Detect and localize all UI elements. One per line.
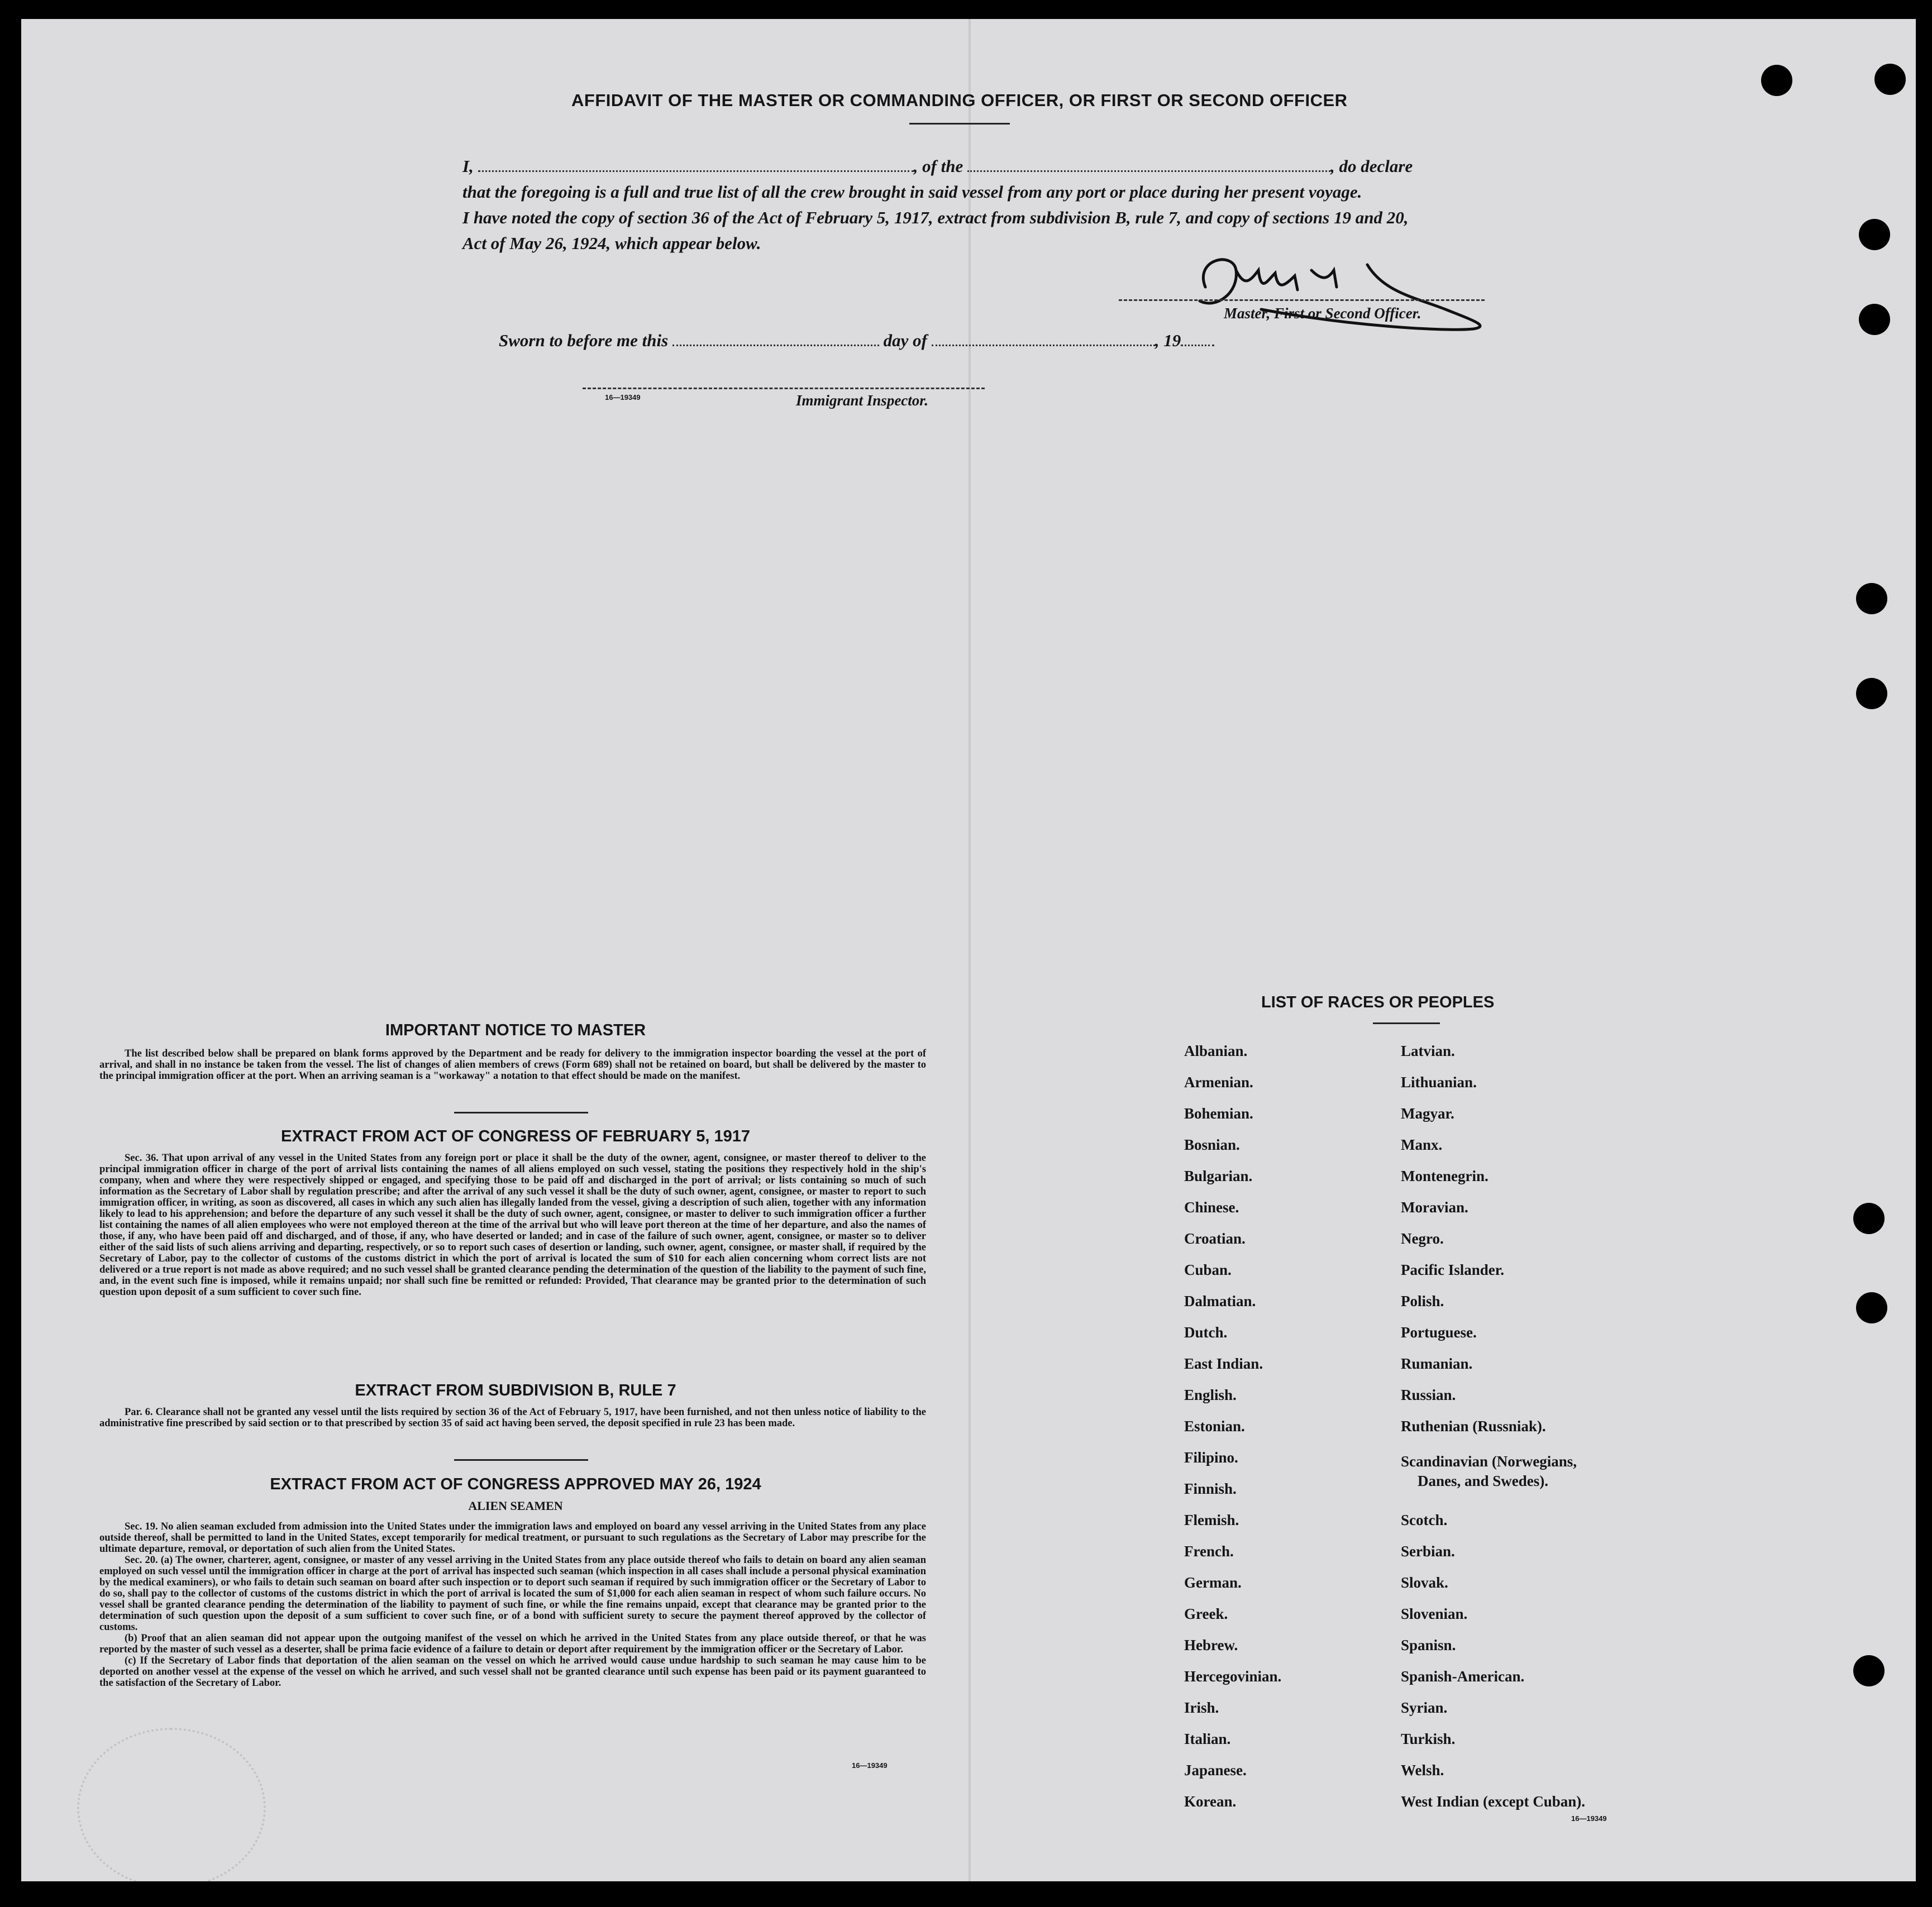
section-rule [454,1459,588,1461]
race-left-item: Dutch. [1184,1324,1228,1341]
punch-hole [1853,1203,1885,1234]
race-right-item: West Indian (except Cuban). [1401,1793,1586,1810]
race-right-item: Russian. [1401,1387,1456,1403]
race-left-item: Finnish. [1184,1480,1237,1497]
race-left-item: English. [1184,1387,1237,1403]
section-19: Sec. 19. No alien seaman excluded from admission into the United States under the immigration laws and employed on board any vessel arriving in the United States from any place outside thereof, shall be permitted to land in the United States, except temporarily for medical treatment, or pursuant to such regulations as the Secretary of Labor may prescribe for the ultimate departure, removal, or deportation of such alien from the United States. [99,1521,926,1555]
race-left-item: Hebrew. [1184,1637,1238,1653]
inspector-signature-line[interactable] [583,388,985,389]
sworn-day-field[interactable] [672,332,879,346]
race-left-item: Bosnian. [1184,1136,1240,1153]
sworn-year-prefix: , 19 [1155,331,1181,350]
race-left-item: Flemish. [1184,1512,1239,1528]
race-right-item: Spanisn. [1401,1637,1456,1653]
race-right-item: Turkish. [1401,1731,1456,1747]
signature-line[interactable] [1119,299,1485,301]
vessel-prefix: , of the [913,156,963,176]
race-left-item: Albanian. [1184,1043,1248,1059]
section-20a: Sec. 20. (a) The owner, charterer, agent, consignee, or master of any vessel arriving in the United States from any place outside thereof who fails to detain on board any alien seaman employed on such vessel until the immigration officer in charge at the port of arrival has inspected such seaman (which inspection in all cases shall include a personal physical examination by the medical examiners), or who fails to detain such seaman on board after such inspection or to deport such seaman if required by such immigration officer or the Secretary of Labor to do so, shall pay to the collector of customs of the customs district in which the port of arrival is located the sum of $1,000 for each alien seaman in respect of whom such failure occurs. No vessel shall be granted clearance pending the determination of the liability to payment of such fine, or while the fine remains unpaid, except that clearance may be granted prior to the determination of such question upon the deposit of a sum sufficient to cover such fine, or of a bond with sufficient surety to secure the payment thereof approved by the collector of customs. [99,1555,926,1633]
notice-body: The list described below shall be prepared on blank forms approved by the Department and be ready for delivery to the immigration inspector boarding the vessel at the port of arrival, and shall in no instance be taken from the vessel. The list of changes of alien members of crews (Form 689) shall not be retained on board, but shall be delivered by the master to the principal immigration officer at the port. When an arriving seaman is a "workaway" a notation to that effect should be made on the manifest. [99,1048,926,1082]
race-right-item: Danes, and Swedes). [1418,1473,1549,1489]
race-left-item: German. [1184,1574,1242,1591]
race-right-item: Welsh. [1401,1762,1444,1779]
vessel-name-field[interactable] [967,158,1330,172]
race-right-item: Magyar. [1401,1105,1454,1122]
race-right-item: Syrian. [1401,1699,1448,1716]
race-left-item: Korean. [1184,1793,1237,1810]
extract-1917-body: Sec. 36. That upon arrival of any vessel in the United States from any foreign port or place it shall be the duty of the owner, agent, consignee, or master thereof to deliver to the principal immigration officer in charge of the port of arrival lists containing the names of all aliens employed on such vessel, stating the positions they respectively hold in the ship's company, when and where they were respectively shipped or engaged, and specifying those to be paid off and discharged in the port of arrival; or lists containing so much of such information as the Secretary of Labor shall by regulation prescribe; and after the arrival of any such vessel it shall be the duty of such owner, agent, consignee, or master to report to such immigration officer, in writing, as soon as discovered, all cases in which any such alien has illegally landed from the vessel, giving a description of such alien, together with any information likely to lead to his apprehension; and before the departure of any such vessel it shall be the duty of such owner, agent, consignee, or master to deliver to such immigration officer a further list containing the names of all alien employees who were not employed thereon at the time of the arrival but who will leave port thereon at the time of her departure, and also the names of those, if any, who have been paid off and discharged, and of those, if any, who have deserted or landed; and in case of the failure of such owner, agent, consignee, or master so to deliver either of the said lists of such aliens arriving and departing, respectively, or so to report such cases of desertion or landing, such owner, agent, consignee, or master shall, if required by the Secretary of Labor, pay to the collector of customs of the customs district in which the port of arrival is located the sum of $10 for each alien concerning whom correct lists are not delivered or a true report is not made as above required; and no such vessel shall be granted clearance pending the determination of the question of the liability to the payment of such fine, and, in the event such fine is imposed, while it remains unpaid; nor shall such fine be remitted or refunded: Provided, That clearance may be granted prior to the determination of such question upon deposit of a sum sufficient to cover such fine. [99,1153,926,1298]
extract-1924-body [99,1521,926,1689]
page-fold [969,19,971,1881]
race-right-item: Negro. [1401,1230,1444,1247]
declaration-line-3: I have noted the copy of section 36 of the Act of February 5, 1917, extract from subdivision B, rule 7, and copy of sections 19 and 20, [462,208,1409,227]
section-20c: (c) If the Secretary of Labor finds that deportation of the alien seaman on the vessel on which he arrived would cause undue hardship to such seaman he may cause him to be deported on another vessel at the expense of the vessel on which he arrived, and such vessel shall not be granted clearance until such expense has been paid or its payment guaranteed to the satisfaction of the Secretary of Labor. [99,1655,926,1689]
race-left-item: Filipino. [1184,1449,1238,1466]
declaration-line-4: Act of May 26, 1924, which appear below. [462,233,761,253]
section-rule [454,1112,588,1113]
title-rule [909,123,1010,125]
race-left-item: Bulgarian. [1184,1168,1253,1184]
race-left-item: Croatian. [1184,1230,1246,1247]
form-number: 16—19349 [1571,1814,1607,1823]
section-20b: (b) Proof that an alien seaman did not appear upon the outgoing manifest of the vessel on which he arrived in the United States from any place outside thereof, or that he was reported by the master of such vessel as a deserter, shall be prima facie evidence of a failure to detain or deport after requirement by the immigration officer or the Secretary of Labor. [99,1633,926,1655]
race-left-item: Hercegovinian. [1184,1668,1282,1685]
declarant-name-field[interactable] [478,158,914,172]
affidavit-title: AFFIDAVIT OF THE MASTER OR COMMANDING OFFICER, OR FIRST OR SECOND OFFICER [571,90,1348,110]
punch-hole [1856,1292,1887,1323]
race-right-item: Manx. [1401,1136,1443,1153]
sworn-day-of: day of [883,331,927,350]
punch-hole [1856,678,1887,709]
race-right-item: Slovak. [1401,1574,1448,1591]
punch-hole [1859,304,1890,335]
races-title: LIST OF RACES OR PEOPLES [1261,993,1495,1011]
race-left-item: Chinese. [1184,1199,1239,1216]
race-left-item: Bohemian. [1184,1105,1253,1122]
punch-hole [1856,583,1887,614]
race-left-item: East Indian. [1184,1355,1263,1372]
race-right-item: Polish. [1401,1293,1444,1309]
race-left-item: Greek. [1184,1605,1228,1622]
race-right-item: Rumanian. [1401,1355,1473,1372]
declaration-line-1 [462,156,1413,176]
embossed-seal [77,1728,266,1881]
extract-rule7-body: Par. 6. Clearance shall not be granted any vessel until the lists required by section 36 of the Act of February 5, 1917, have been furnished, and not then unless notice of liability to the administrative fine prescribed by said section or to that prescribed by section 35 of said act having been served, the deposit specified in rule 23 has been made. [99,1407,926,1429]
document-sheet [21,19,1916,1881]
race-right-item: Scandinavian (Norwegians, [1401,1453,1577,1470]
race-right-item: Latvian. [1401,1043,1455,1059]
form-number: 16—19349 [605,393,641,402]
race-right-item: Serbian. [1401,1543,1455,1560]
notice-title: IMPORTANT NOTICE TO MASTER [385,1021,646,1039]
extract-1917-title: EXTRACT FROM ACT OF CONGRESS OF FEBRUARY 5, 1917 [280,1127,751,1145]
race-left-item: Italian. [1184,1731,1231,1747]
race-right-item: Portuguese. [1401,1324,1477,1341]
sworn-year-field[interactable] [1181,332,1214,346]
race-right-item: Montenegrin. [1401,1168,1489,1184]
race-right-item: Scotch. [1401,1512,1448,1528]
race-left-item: French. [1184,1543,1234,1560]
race-left-item: Armenian. [1184,1074,1253,1091]
race-right-item: Pacific Islander. [1401,1261,1504,1278]
sworn-prefix: Sworn to before me this [499,331,669,350]
race-right-item: Moravian. [1401,1199,1468,1216]
declaration-line-2: that the foregoing is a full and true list of all the crew brought in said vessel from any port or place during her present voyage. [462,182,1362,202]
punch-hole [1761,65,1792,96]
race-left-item: Dalmatian. [1184,1293,1256,1309]
race-left-item: Japanese. [1184,1762,1247,1779]
race-left-item: Irish. [1184,1699,1219,1716]
declare-suffix: , do declare [1330,156,1413,176]
extract-1924-subtitle: ALIEN SEAMEN [468,1499,563,1513]
races-rule [1373,1022,1440,1024]
race-right-item: Spanish-American. [1401,1668,1525,1685]
sworn-line [499,331,1214,351]
race-left-item: Cuban. [1184,1261,1232,1278]
form-number: 16—19349 [852,1761,888,1770]
race-right-item: Slovenian. [1401,1605,1468,1622]
race-left-item: Estonian. [1184,1418,1245,1435]
punch-hole [1874,64,1906,95]
punch-hole [1853,1655,1885,1686]
inspector-caption: Immigrant Inspector. [796,392,929,409]
declarant-prefix: I, [462,156,474,176]
extract-1924-title: EXTRACT FROM ACT OF CONGRESS APPROVED MAY 26, 1924 [270,1475,761,1493]
race-right-item: Lithuanian. [1401,1074,1477,1091]
sworn-month-field[interactable] [932,332,1155,346]
punch-hole [1859,219,1890,250]
extract-rule7-title: EXTRACT FROM SUBDIVISION B, RULE 7 [355,1382,676,1399]
race-right-item: Ruthenian (Russniak). [1401,1418,1546,1435]
signature-caption: Master, First or Second Officer. [1224,305,1421,322]
